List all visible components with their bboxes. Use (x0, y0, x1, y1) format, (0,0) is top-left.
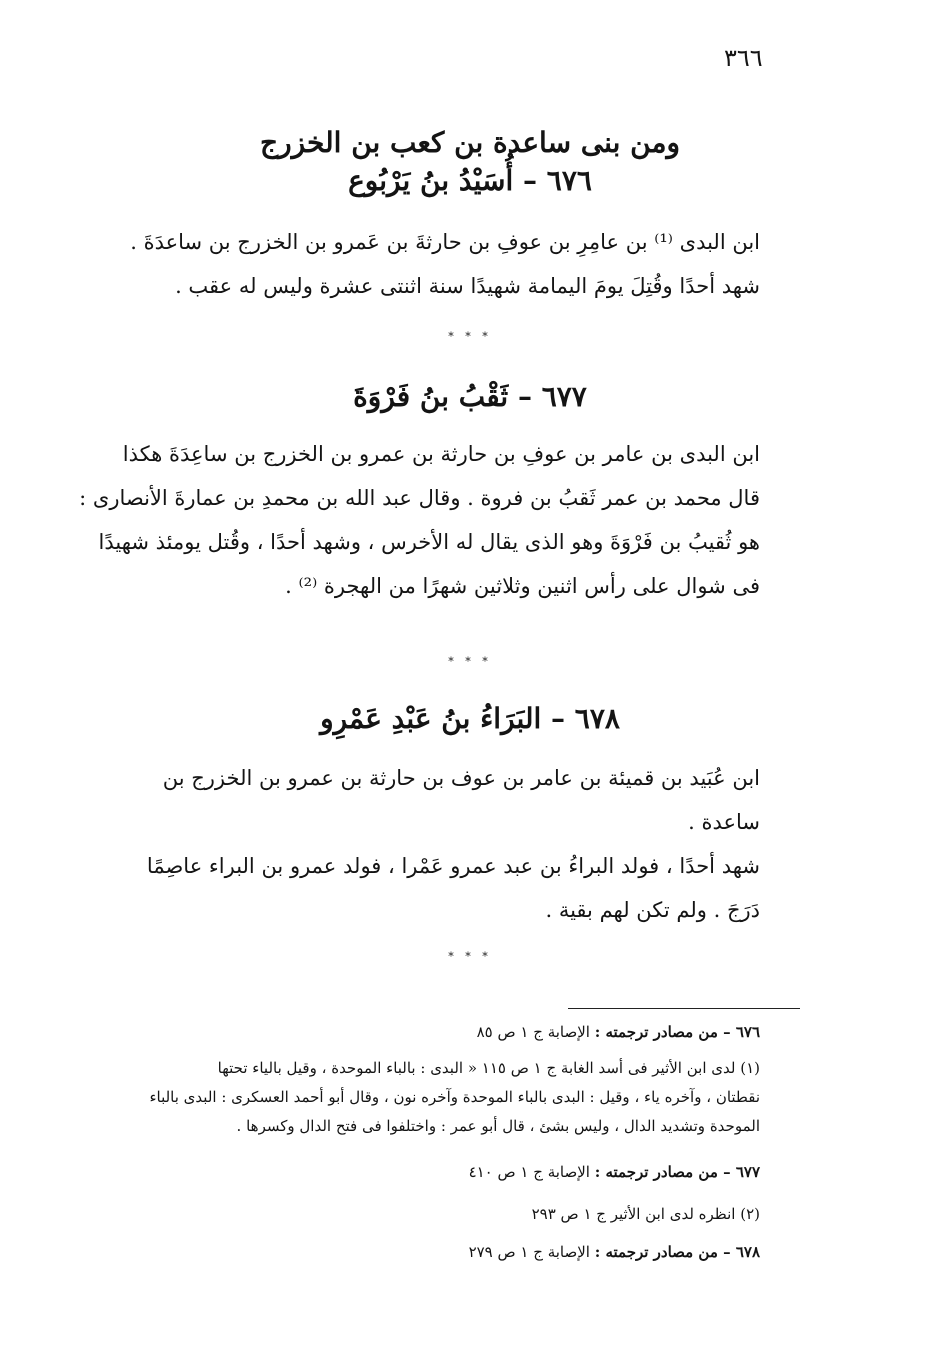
text-line: فى شوال على رأس اثنين وثلاثين شهرًا من الهجرة ⁽²⁾ . (285, 574, 760, 598)
footnote-text: الإصابة ج ١ ص ٢٧٩ (468, 1243, 590, 1261)
footnote-1 (100, 1054, 760, 1141)
text-line: قال محمد بن عمر ثَقبُ بن فروة . وقال عبد الله بن محمدِ بن عمارةَ الأنصارى : (79, 486, 760, 510)
entry-676-heading: ٦٧٦ – أُسَيْدُ بنُ يَرْبُوع (348, 164, 592, 197)
text-line: ابن البدى ⁽¹⁾ بن عامِرِ بن عوفِ بن حارثةَ بن عَمرو بن الخزرج بن ساعدَةَ . (130, 230, 760, 254)
text-line: شهد أحدًا وقُتِلَ يومَ اليمامة شهيدًا سنة اثنتى عشرة وليس له عقب . (175, 274, 760, 298)
text-line: هو ثُقيبُ بن فَرْوَةَ وهو الذى يقال له الأخرس ، وشهد أحدًا ، وقُتل يومئذ شهيدًا (98, 530, 760, 554)
footnote-2: (٢) انظره لدى ابن الأثير ج ١ ص ٢٩٣ (531, 1205, 760, 1223)
entry-677-heading: ٦٧٧ – ثَقْبُ بنُ فَرْوَةَ (353, 380, 587, 413)
footnote-label: ٦٧٦ – من مصادر ترجمته : (594, 1023, 760, 1041)
section-separator: * * * (448, 950, 492, 963)
text-line: ابن عُبَيد بن قميئة بن عامر بن عوف بن حارثة بن عمرو بن الخزرج بن (162, 766, 760, 790)
text-line: دَرَجَ . ولم تكن لهم بقية . (545, 898, 760, 922)
section-separator: * * * (448, 655, 492, 668)
text-line: شهد أحدًا ، فولد البراءُ بن عبد عمرو عَمْرا ، فولد عمرو بن البراء عاصِمًا (146, 854, 760, 878)
entry-676-text (100, 220, 760, 308)
section-title: ومن بنى ساعدة بن كعب بن الخزرج (260, 126, 680, 159)
entry-678-heading: ٦٧٨ – البَرَاءُ بنُ عَبْدِ عَمْرِو (320, 702, 620, 735)
footnote-676-sources (100, 1018, 760, 1047)
entry-678-text (100, 756, 760, 932)
footnote-line: (١) لدى ابن الأثير فى أسد الغابة ج ١ ص ١١٥ « البدى : بالباء الموحدة ، وقيل بالياء تحتها (217, 1059, 760, 1077)
footnote-line: الموحدة وتشديد الدال ، وليس بشئ ، قال أبو عمر : واختلفوا فى فتح الدال وكسرها . (236, 1117, 760, 1135)
text-line: ساعدة . (688, 810, 760, 834)
footnote-rule (568, 1008, 800, 1009)
footnote-label: ٦٧٧ – من مصادر ترجمته : (594, 1163, 760, 1181)
section-separator: * * * (448, 330, 492, 343)
footnote-678-sources (100, 1238, 760, 1267)
text-line: ابن البدى بن عامر بن عوفِ بن حارثة بن عمرو بن الخزرج بن ساعِدَةَ هكذا (122, 442, 760, 466)
footnote-line: نقطتان ، وآخره ياء ، وقيل : البدى بالباء الموحدة وآخره نون ، وقال أبو أحمد العسكرى : البدى بالباء (149, 1088, 760, 1106)
footnote-label: ٦٧٨ – من مصادر ترجمته : (594, 1243, 760, 1261)
entry-677-text (79, 432, 760, 608)
footnote-text: الإصابة ج ١ ص ٤١٠ (468, 1163, 590, 1181)
footnote-text: الإصابة ج ١ ص ٨٥ (476, 1023, 590, 1041)
page-number: ٣٦٦ (724, 44, 763, 72)
footnote-677-sources (100, 1158, 760, 1187)
